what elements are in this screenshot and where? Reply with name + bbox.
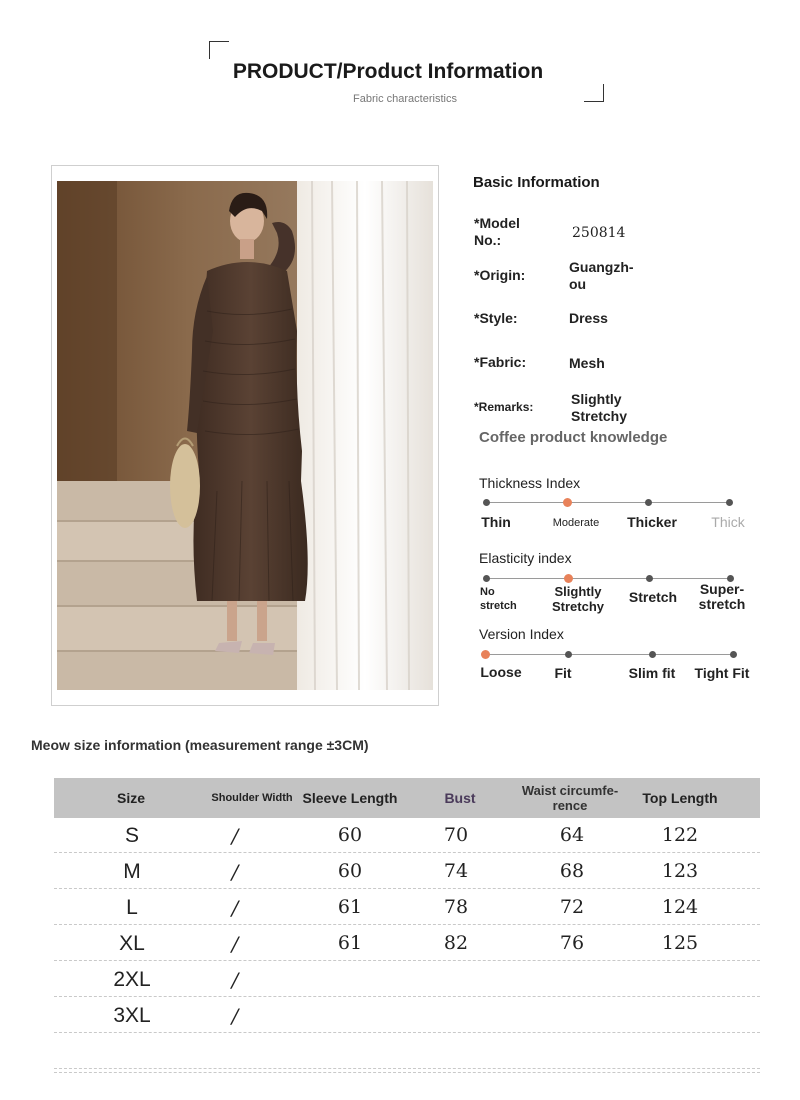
info-value-fabric: Mesh (569, 355, 605, 371)
cell-size: L (126, 896, 138, 919)
elasticity-dot-slightly-stretchy-selected (564, 574, 573, 583)
version-label-slim-fit: Slim fit (628, 665, 676, 681)
cell-sleeve: 60 (337, 824, 363, 846)
version-label-fit: Fit (554, 665, 572, 681)
header-top-length: Top Length (642, 790, 718, 806)
cell-size: 2XL (113, 968, 151, 991)
info-label-origin: *Origin: (474, 267, 526, 283)
cell-waist: 72 (559, 896, 585, 918)
row-divider (54, 1072, 760, 1073)
elasticity-label-no-stretch: No stretch (480, 586, 517, 612)
version-dot-slim-fit (649, 651, 656, 658)
info-value-style: Dress (569, 310, 608, 326)
cell-size: 3XL (113, 1004, 151, 1027)
elasticity-scale-line (486, 578, 732, 579)
thickness-dot-moderate-selected (563, 498, 572, 507)
version-dot-loose-selected (481, 650, 490, 659)
cell-waist: 76 (559, 932, 585, 954)
cell-size: S (124, 824, 139, 847)
cell-shoulder: / (231, 932, 239, 956)
row-divider (54, 852, 760, 853)
cell-waist: 68 (559, 860, 585, 882)
cell-shoulder: / (231, 968, 239, 992)
corner-bracket-top-left (209, 41, 229, 59)
thickness-label-thick: Thick (711, 514, 745, 530)
elasticity-index-title: Elasticity index (479, 550, 572, 566)
version-index-title: Version Index (479, 626, 564, 642)
row-divider (54, 1032, 760, 1033)
row-divider (54, 1068, 760, 1069)
cell-bust: 74 (443, 860, 469, 882)
cell-top-length: 122 (661, 824, 699, 846)
cell-top-length: 125 (661, 932, 699, 954)
cell-size: XL (119, 932, 145, 955)
row-divider (54, 996, 760, 997)
size-info-title: Meow size information (measurement range ±3CM) (31, 737, 369, 753)
thickness-scale-line (486, 502, 730, 503)
header-waist-circumference: Waist circumfe- rence (521, 783, 619, 813)
version-dot-fit (565, 651, 572, 658)
row-divider (54, 924, 760, 925)
product-photo-frame (51, 165, 439, 706)
info-value-model: 250814 (572, 225, 626, 241)
version-label-loose: Loose (480, 664, 522, 680)
thickness-label-moderate: Moderate (552, 517, 600, 529)
size-table-header (54, 778, 760, 818)
version-dot-tight-fit (730, 651, 737, 658)
elasticity-label-super-stretch: Super- stretch (698, 581, 746, 612)
cell-shoulder: / (231, 860, 239, 884)
basic-info-title: Basic Information (473, 174, 600, 191)
cell-size: M (123, 860, 141, 883)
thickness-label-thicker: Thicker (627, 514, 677, 530)
info-label-remarks: *Remarks: (474, 400, 534, 414)
header-size: Size (116, 790, 145, 806)
cell-sleeve: 60 (337, 860, 363, 882)
elasticity-dot-no-stretch (483, 575, 490, 582)
cell-waist: 64 (559, 824, 585, 846)
header-sleeve-length: Sleeve Length (302, 790, 398, 806)
info-label-style: *Style: (474, 310, 518, 326)
thickness-index-title: Thickness Index (479, 475, 581, 491)
product-photo (57, 181, 433, 690)
cell-top-length: 124 (661, 896, 699, 918)
product-knowledge-heading: Coffee product knowledge (479, 429, 668, 446)
info-label-model: *Model No.: (474, 215, 520, 248)
cell-top-length: 123 (661, 860, 699, 882)
info-value-origin: Guangzh- ou (569, 259, 634, 292)
cell-shoulder: / (231, 1004, 239, 1028)
cell-shoulder: / (231, 824, 239, 848)
thickness-dot-thicker (645, 499, 652, 506)
version-label-tight-fit: Tight Fit (694, 665, 750, 681)
page-subtitle: Fabric characteristics (353, 93, 457, 105)
elasticity-label-stretch: Stretch (628, 589, 678, 605)
row-divider (54, 888, 760, 889)
cell-bust: 78 (443, 896, 469, 918)
elasticity-dot-stretch (646, 575, 653, 582)
page-title: PRODUCT/Product Information (232, 60, 544, 83)
elasticity-label-slightly-stretchy: Slightly Stretchy (551, 584, 605, 614)
cell-bust: 70 (443, 824, 469, 846)
cell-sleeve: 61 (337, 896, 363, 918)
info-value-remarks: Slightly Stretchy (571, 391, 628, 424)
row-divider (54, 960, 760, 961)
thickness-dot-thin (483, 499, 490, 506)
thickness-label-thin: Thin (481, 514, 511, 530)
info-label-fabric: *Fabric: (474, 354, 527, 370)
version-scale-line (486, 654, 734, 655)
header-shoulder-width: Shoulder Width (211, 792, 293, 804)
cell-shoulder: / (231, 896, 239, 920)
corner-bracket-bottom-right (584, 84, 604, 102)
thickness-dot-thick (726, 499, 733, 506)
cell-bust: 82 (443, 932, 469, 954)
header-bust: Bust (444, 790, 476, 806)
cell-sleeve: 61 (337, 932, 363, 954)
